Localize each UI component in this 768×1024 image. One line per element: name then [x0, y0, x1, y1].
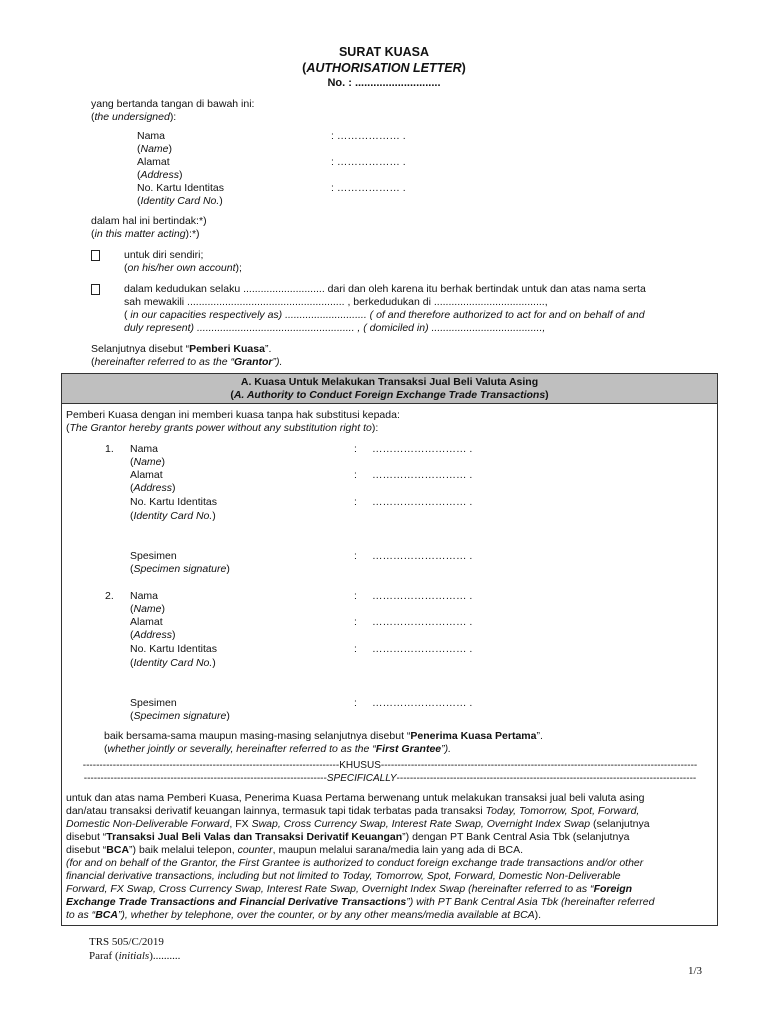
checkbox-own-account[interactable]: [91, 250, 100, 265]
g2-ktp-fill: ……………………… .: [372, 643, 473, 655]
body-id-l2: [66, 805, 639, 818]
en: in our capacities respectively as) ............................ ( of and therefore authorized to act for and on behalf of and: [130, 309, 645, 321]
colon: :: [354, 590, 357, 602]
g2-spes-fill: ……………………… .: [372, 697, 473, 709]
option-capacity-l4: [124, 322, 545, 335]
specifically-divider: [66, 772, 714, 785]
t: -----------------------------------------------------------------------------: [82, 760, 340, 771]
field-fill-nama: : ……………… .: [331, 130, 406, 142]
body-en-l2: [66, 870, 621, 883]
grantor-line-en: (hereinafter referred to as the “Grantor”).: [91, 356, 283, 368]
acting-line-en: (in this matter acting):*): [91, 228, 200, 240]
intro-line: yang bertanda tangan di bawah ini:: [91, 98, 255, 110]
colon: :: [354, 496, 357, 508]
t: ”) baik melalui telepon,: [129, 844, 238, 856]
t: ”).: [441, 743, 452, 755]
field-label-ktp-en: (Identity Card No.): [137, 195, 223, 207]
t: to as “: [66, 909, 96, 921]
first-grantee-line-en: (whether jointly or severally, hereinafter referred to as the “First Grantee”).: [104, 743, 452, 755]
t: First Grantee: [375, 743, 442, 755]
t: SPECIFICALLY: [326, 773, 397, 784]
t: whether jointly or severally, hereinafter referred to as the “: [107, 743, 376, 755]
grantor-line: [91, 343, 271, 356]
field-label-alamat: Alamat: [137, 156, 170, 168]
t: Forward, FX Swap, Cross Currency Swap, Interest Rate Swap, Overnight Index Swap (hereinafter referred to as “: [66, 883, 594, 895]
t: ”).: [272, 356, 283, 368]
en: duly represent) ...................................................... , ( domiciled in) ......................................,: [124, 322, 546, 334]
field-label-nama: Nama: [137, 130, 166, 142]
g1-spes: Spesimen: [130, 550, 177, 562]
body-en-l4: [66, 896, 654, 909]
t: Address: [133, 482, 173, 494]
checkbox-capacity[interactable]: [91, 284, 100, 299]
body-en-l5: [66, 909, 541, 922]
t: , FX: [229, 818, 252, 830]
grants-line-en: (The Grantor hereby grants power without any substitution right to):: [66, 422, 379, 434]
t: Paraf (: [89, 950, 119, 962]
g1-nama-fill: ……………………… .: [372, 443, 473, 455]
colon: :: [354, 550, 357, 562]
section-a-header: [61, 373, 718, 404]
t: counter: [237, 844, 273, 856]
g2-nama-fill: ……………………… .: [372, 590, 473, 602]
g1-nama: Nama: [130, 443, 159, 455]
en: Identity Card No.: [140, 195, 220, 207]
g1-alamat: Alamat: [130, 469, 163, 481]
t: Specimen signature: [133, 710, 227, 722]
t: ”.: [536, 730, 543, 742]
t: ”), whether by telephone, over the counter, or by any other means/media available at BCA: [117, 909, 535, 921]
t: Pemberi Kuasa: [189, 343, 265, 355]
g1-ktp-en: (Identity Card No.): [130, 510, 216, 522]
t: Domestic Non-Deliverable Forward: [66, 818, 230, 830]
t: (selanjutnya: [590, 818, 650, 830]
g2-alamat-fill: ……………………… .: [372, 616, 473, 628]
t: ”.: [264, 343, 272, 355]
grantee-number-1: 1.: [105, 443, 114, 455]
section-a-title: A. Kuasa Untuk Melakukan Transaksi Jual Beli Valuta Asing: [240, 376, 539, 388]
g2-spes: Spesimen: [130, 697, 177, 709]
khusus-divider: [66, 759, 714, 772]
t: ”) dengan PT Bank Central Asia Tbk (selanjutnya: [402, 831, 630, 843]
t: BCA: [106, 844, 130, 856]
g2-ktp: No. Kartu Identitas: [130, 643, 217, 655]
acting-line: dalam hal ini bertindak:*): [91, 215, 207, 227]
option-own-account: untuk diri sendiri;: [124, 249, 204, 261]
t: Name: [133, 456, 162, 468]
g2-address: (Address): [130, 629, 176, 641]
t: ------------------------------------------------------------------------------------------: [396, 773, 697, 784]
t: ”) with PT Bank Central Asia Tbk (hereinafter referred: [406, 896, 655, 908]
g1-ktp: No. Kartu Identitas: [130, 496, 217, 508]
en: in this matter acting: [94, 228, 186, 240]
t: Transaksi Jual Beli Valas dan Transaksi Derivatif Keuangan: [106, 831, 403, 843]
t: financial derivative transactions, including but not limited to Today, Tomorrow, Spot, Forward, Domestic Non-Deliverable: [66, 870, 621, 882]
t: baik bersama-sama maupun masing-masing selanjutnya disebut “: [104, 730, 411, 742]
field-label-address: (Address): [137, 169, 183, 181]
en: Name: [140, 143, 169, 155]
g2-spes-en: (Specimen signature): [130, 710, 230, 722]
paraf-line: [89, 950, 180, 963]
t: Foreign: [593, 883, 633, 895]
t: A. Authority to Conduct Foreign Exchange Trade Transactions: [233, 389, 546, 401]
option-capacity-l3: ( in our capacities respectively as) ............................ ( of and therefore authorized to act for and on behalf of and: [124, 309, 645, 321]
t: Penerima Kuasa Pertama: [410, 730, 537, 742]
t: BCA: [95, 909, 118, 921]
body-en-l3: [66, 883, 632, 896]
body-en-l1: [66, 857, 643, 870]
t: )..........: [149, 950, 181, 962]
field-fill-ktp: : ……………… .: [331, 182, 406, 194]
document-title: SURAT KUASA: [338, 45, 430, 59]
t: hereinafter referred to as the “: [94, 356, 234, 368]
field-label-name: (Name): [137, 143, 173, 155]
t: The Grantor hereby grants power without any substitution right to: [69, 422, 372, 434]
section-a-title-en: (A. Authority to Conduct Foreign Exchange Trade Transactions): [230, 389, 549, 401]
t: Grantor: [234, 356, 273, 368]
g2-name: (Name): [130, 603, 166, 615]
first-grantee-line: [104, 730, 543, 743]
colon: :: [354, 469, 357, 481]
body-id-l3: [66, 818, 650, 831]
t: (for and on behalf of the Grantor, the First Grantee is authorized to conduct foreign exchange trade transactions and/or other: [66, 857, 644, 869]
t: Identity Card No.: [133, 510, 213, 522]
t: Address: [133, 629, 173, 641]
t: Identity Card No.: [133, 657, 213, 669]
t: KHUSUS: [339, 760, 381, 771]
body-id-l4: [66, 831, 629, 844]
g1-spes-fill: ……………………… .: [372, 550, 473, 562]
t: Swap, Cross Currency Swap, Interest Rate Swap, Overnight Index Swap: [251, 818, 591, 830]
field-fill-alamat: : ……………… .: [331, 156, 406, 168]
g1-address: (Address): [130, 482, 176, 494]
t: Selanjutnya disebut “: [91, 343, 190, 355]
option-capacity-l1: dalam kedudukan selaku ............................ dari dan oleh karena itu berhak bertindak untuk dan atas nama serta: [124, 283, 646, 295]
body-id-l1: untuk dan atas nama Pemberi Kuasa, Penerima Kuasa Pertama berwenang untuk melakukan transaksi jual beli valuta asing: [66, 792, 645, 804]
g2-alamat: Alamat: [130, 616, 163, 628]
t: disebut “: [66, 831, 107, 843]
document-number: No. : ............................: [327, 77, 441, 89]
t: -----------------------------------------------------------------------------------------------: [380, 760, 698, 771]
form-code: TRS 505/C/2019: [89, 936, 164, 948]
t: Today, Tomorrow, Spot, Forward,: [485, 805, 640, 817]
grants-line: Pemberi Kuasa dengan ini memberi kuasa tanpa hak substitusi kepada:: [66, 409, 400, 421]
grantee-number-2: 2.: [105, 590, 114, 602]
g1-ktp-fill: ……………………… .: [372, 496, 473, 508]
g2-ktp-en: (Identity Card No.): [130, 657, 216, 669]
t: Name: [133, 603, 162, 615]
body-id-l5: [66, 844, 523, 857]
t: -------------------------------------------------------------------------: [83, 773, 327, 784]
g2-nama: Nama: [130, 590, 159, 602]
g1-name: (Name): [130, 456, 166, 468]
en: on his/her own account: [127, 262, 236, 274]
option-capacity-l2: sah mewakili ...................................................... , berkedudukan di ......................................,: [124, 296, 548, 308]
subtitle-en: AUTHORISATION LETTER: [306, 61, 462, 75]
g1-spes-en: (Specimen signature): [130, 563, 230, 575]
t: Exchange Trade Transactions and Financial Derivative Transactions: [66, 896, 407, 908]
t: disebut “: [66, 844, 107, 856]
option-own-account-en: (on his/her own account);: [124, 262, 242, 274]
t: initials: [118, 950, 150, 962]
page-number: 1/3: [688, 965, 703, 977]
intro-line-en: (the undersigned):: [91, 111, 177, 123]
t: dan/atau transaksi derivatif keuangan lainnya, termasuk tapi tidak terbatas pada transaksi: [66, 805, 486, 817]
colon: :: [354, 443, 357, 455]
g1-alamat-fill: ……………………… .: [372, 469, 473, 481]
paren: ): [461, 61, 466, 75]
colon: :: [354, 643, 357, 655]
intro-en: the undersigned: [94, 111, 170, 123]
paren: (: [302, 61, 307, 75]
colon: :: [354, 616, 357, 628]
en: Address: [140, 169, 180, 181]
t: ).: [534, 909, 542, 921]
t: , maupun melalui sarana/media lain yang ada di BCA.: [272, 844, 524, 856]
field-label-ktp: No. Kartu Identitas: [137, 182, 224, 194]
colon: :: [354, 697, 357, 709]
document-subtitle: [0, 61, 768, 76]
t: Specimen signature: [133, 563, 227, 575]
